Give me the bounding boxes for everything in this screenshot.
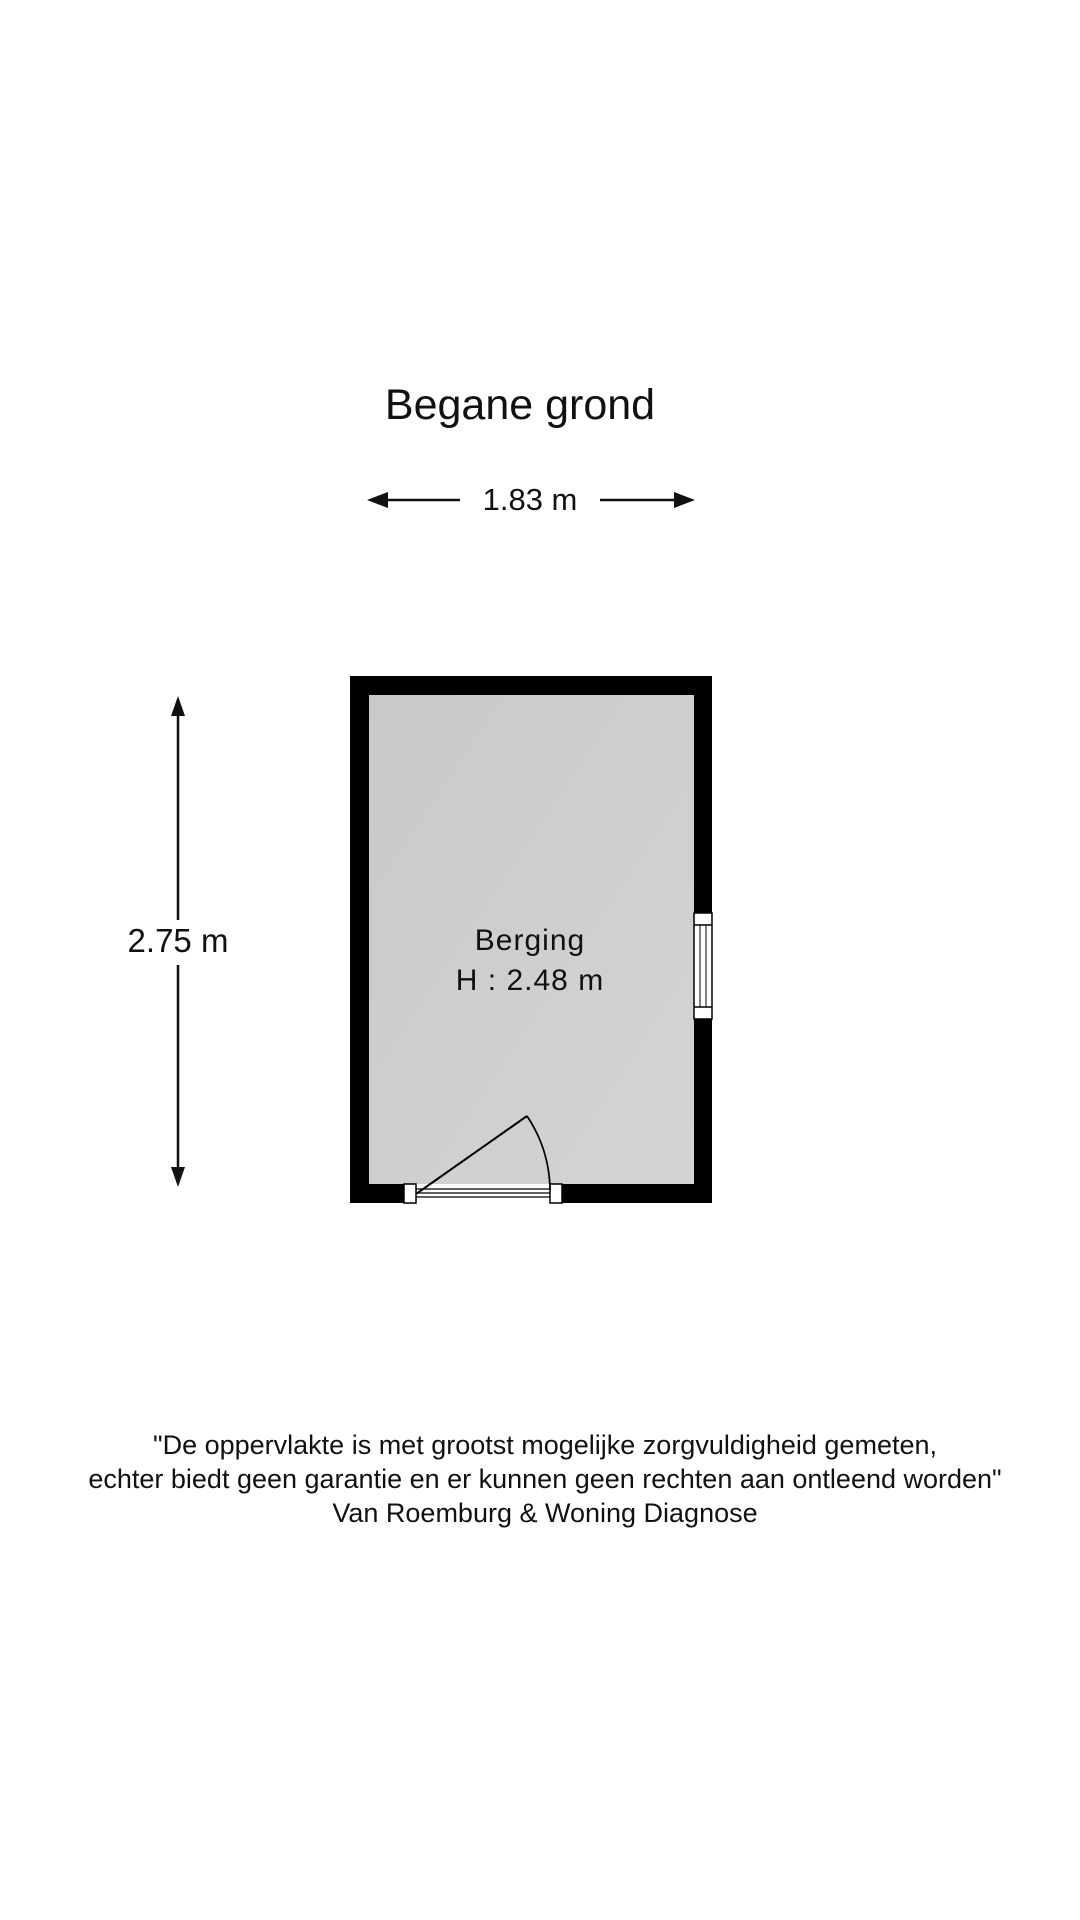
room-label	[425, 921, 635, 1001]
arrow-up-icon	[171, 696, 185, 716]
room-name: Berging	[474, 924, 586, 957]
floor-title: Begane grond	[384, 381, 656, 429]
disclaimer-line-1: "De oppervlakte is met grootst mogelijke zorgvuldigheid gemeten,	[153, 1430, 937, 1460]
width-dimension-label: 1.83 m	[460, 481, 600, 519]
arrow-down-icon	[171, 1167, 185, 1187]
arrow-right-icon	[674, 492, 695, 508]
arrow-left-icon	[367, 492, 388, 508]
disclaimer-line-3: Van Roemburg & Woning Diagnose	[332, 1498, 758, 1528]
disclaimer-line-2: echter biedt geen garantie en er kunnen geen rechten aan ontleend worden"	[88, 1464, 1002, 1494]
height-dimension-label: 2.75 m	[118, 921, 238, 961]
room-height: H : 2.48 m	[455, 964, 605, 997]
window	[694, 913, 712, 1019]
disclaimer	[0, 1428, 1080, 1530]
